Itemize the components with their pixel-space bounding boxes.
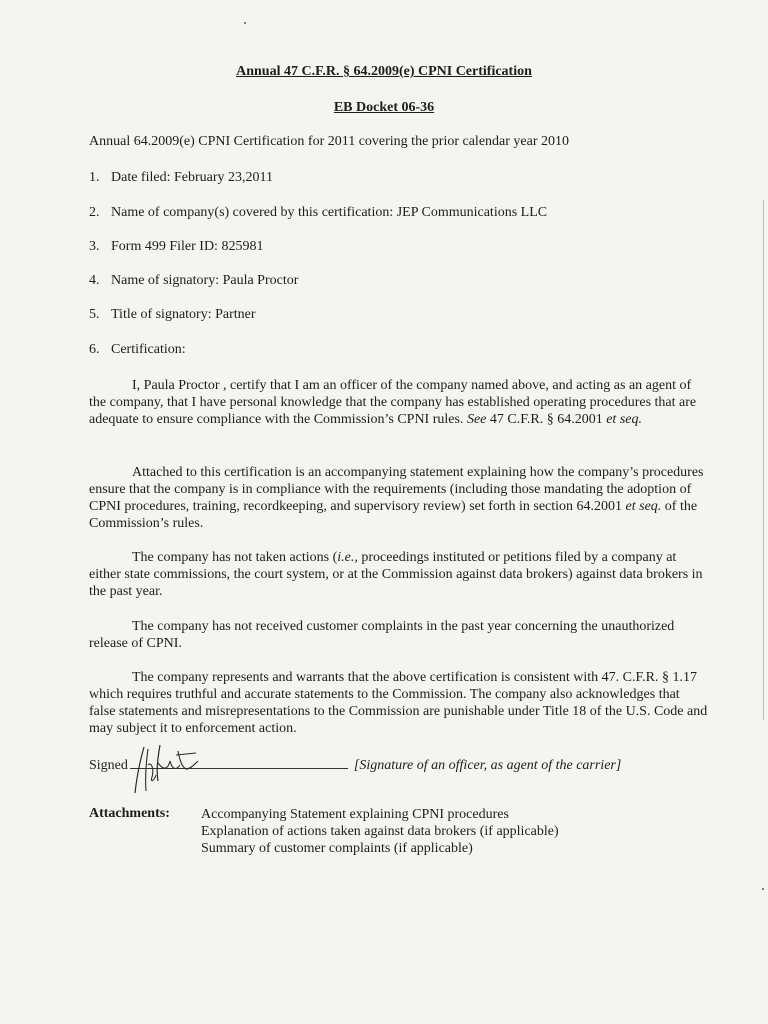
certification-paragraph-5 (89, 669, 709, 737)
document-title: Annual 47 C.F.R. § 64.2009(e) CPNI Certification (236, 64, 532, 79)
item-date-filed (89, 170, 273, 186)
item-text: Form 499 Filer ID: 825981 (111, 239, 264, 254)
paragraph-text: I, Paula Proctor , certify that I am an officer of the company named above, and acting as an agent of the company, that I have personal knowledge that the company has established operating procedures that are adequate to ensure compliance with the Commission’s CPNI rules. (89, 378, 697, 427)
attachment-item: Accompanying Statement explaining CPNI procedures (201, 807, 509, 822)
attachments-list (201, 806, 559, 857)
item-text: Certification: (111, 342, 186, 357)
certification-paragraph-4 (89, 618, 709, 652)
scan-edge-shadow (763, 200, 764, 720)
certification-paragraph-1 (89, 377, 709, 428)
item-number: 5. (89, 307, 100, 322)
item-number: 3. (89, 239, 100, 254)
intro-line: Annual 64.2009(e) CPNI Certification for 2011 covering the prior calendar year 2010 (89, 134, 569, 149)
item-number: 6. (89, 342, 100, 357)
paragraph-text: proceedings instituted or petitions filed by a company at either state commissions, the court system, or at the Commission against data brokers) against data brokers in the past year. (89, 550, 703, 599)
item-signatory-name (89, 273, 298, 289)
item-signatory-title (89, 307, 256, 323)
paragraph-text: The company represents and warrants that the above certification is consistent with 47. C.F.R. § 1.17 which requires truthful and accurate statements to the Commission. The company also acknowledges that false statements and misrepresentations to the Commission are punishable under Title 18 of the U.S. Code and may subject it to enforcement action. (89, 670, 708, 736)
item-text: Date filed: February 23,2011 (111, 170, 273, 185)
docket-number: EB Docket 06-36 (333, 100, 435, 115)
paragraph-text: 47 C.F.R. § 64.2001 (486, 412, 607, 427)
item-text: Title of signatory: Partner (111, 307, 256, 322)
attachment-item: Summary of customer complaints (if applicable) (201, 841, 473, 856)
citation-et-seq: et seq. (625, 499, 662, 514)
handwritten-signature (90, 741, 200, 795)
item-number: 2. (89, 205, 100, 220)
signed-label: Signed (89, 758, 128, 773)
item-text: Name of company(s) covered by this certification: JEP Communications LLC (111, 205, 548, 220)
item-number: 1. (89, 170, 100, 185)
citation-see: See (466, 412, 487, 427)
certification-paragraph-2 (89, 464, 709, 532)
certification-paragraph-3 (89, 549, 709, 600)
citation-et-seq: et seq. (606, 412, 642, 427)
item-number: 4. (89, 273, 100, 288)
attachments-label: Attachments: (89, 806, 170, 821)
paragraph-text: of the Commission’s rules. (89, 499, 698, 531)
paragraph-text: Attached to this certification is an accompanying statement explaining how the company’s procedures ensure that the company is in compliance with the requirements (including those mandating the adoption of CPNI procedures, training, recordkeeping, and supervisory review) set forth in section 64.2001 (89, 465, 704, 514)
attachment-item: Explanation of actions taken against data brokers (if applicable) (201, 824, 559, 839)
item-filer-id (89, 239, 263, 255)
paragraph-text: The company has not received customer complaints in the past year concerning the unauthorized release of CPNI. (89, 619, 675, 651)
item-certification (89, 342, 186, 358)
signature-caption: [Signature of an officer, as agent of the carrier] (353, 758, 622, 773)
scan-speck (244, 22, 246, 24)
item-company-name (89, 205, 547, 221)
scan-speck (762, 888, 764, 890)
paragraph-text: The company has not taken actions ( (132, 550, 338, 565)
abbrev-ie: i.e., (337, 550, 358, 565)
item-text: Name of signatory: Paula Proctor (111, 273, 299, 288)
